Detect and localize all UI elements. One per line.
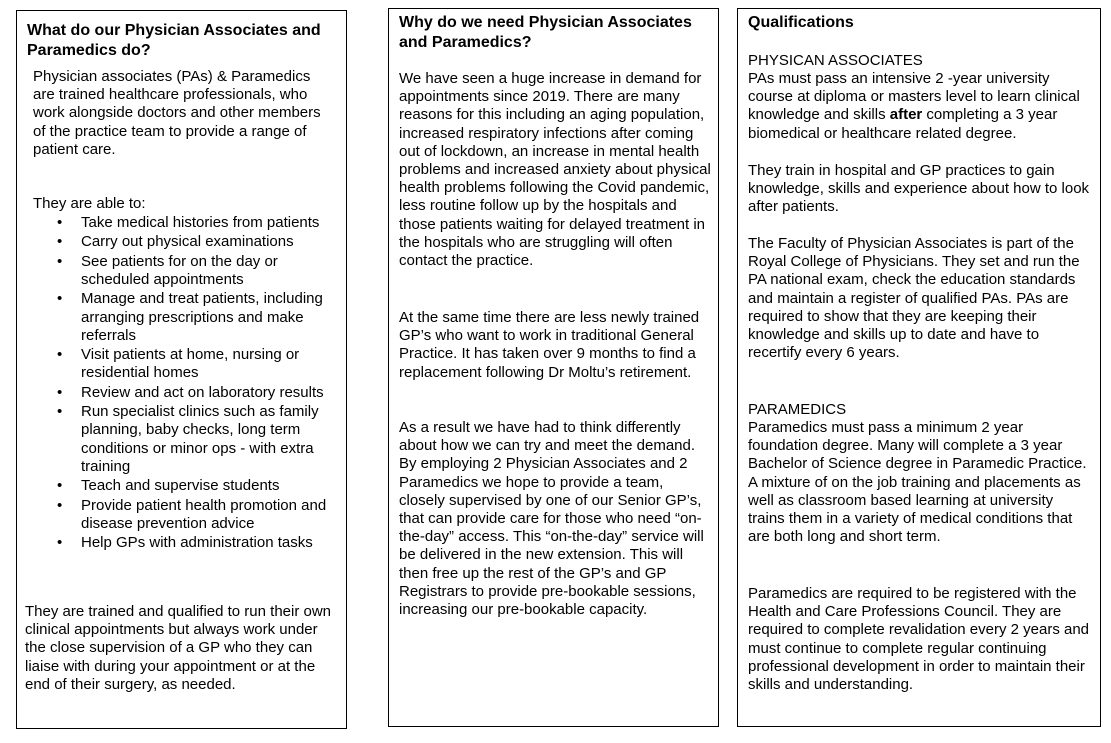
- bullet-icon: •: [57, 496, 63, 514]
- gp-shortage-paragraph: At the same time there are less newly trained GP’s who want to work in traditional General Practice. It has taken over 9 months to find a replacement following Dr Moltu’s retirement.: [399, 309, 700, 381]
- list-item: • Manage and treat patients, including arranging prescriptions and make referrals: [57, 290, 323, 344]
- pa-training-paragraph: They train in hospital and GP practices to gain knowledge, skills and experience about how to look after patients.: [748, 162, 1090, 216]
- list-item: • Review and act on laboratory results: [57, 383, 324, 401]
- solution-paragraph: As a result we have had to think differently about how we can try and meet the demand. By employing 2 Physician Associates and 2 Paramedics we hope to provide a team, closely supervised by one of our Senior GP’s, that can provide care for those who need “on-the-day” access. This “on-the-day” service will be delivered in the new extension. This will then free up the rest of the GP’s and GP Registrars to provide pre-bookable sessions, increasing our pre-bookable capacity.: [399, 419, 704, 619]
- bullet-icon: •: [57, 214, 63, 231]
- list-item: • Help GPs with administration tasks: [57, 534, 313, 552]
- panel-title: What do our Physician Associates and Paramedics do?: [27, 22, 321, 59]
- paramedics-heading: PARAMEDICS: [748, 401, 847, 418]
- bullet-icon: •: [57, 403, 63, 421]
- list-item: • Visit patients at home, nursing or residential homes: [57, 346, 300, 382]
- panel-title: Qualifications: [748, 14, 854, 31]
- list-item: • Take medical histories from patients: [57, 214, 320, 231]
- bullet-icon: •: [57, 383, 63, 401]
- list-item: • See patients for on the day or scheduled appointments: [57, 252, 278, 288]
- able-to-label: They are able to:: [33, 195, 146, 212]
- duties-list: [33, 214, 343, 554]
- paramedics-degree-paragraph: Paramedics must pass a minimum 2 year foundation degree. Many will complete a 3 year Bachelor of Science degree in Paramedic Practice. A mixture of on the job training and placements as well as classroom based learning at university trains them in a variety of medical conditions that are both long and short term.: [748, 419, 1087, 546]
- what-they-do-panel: [16, 10, 347, 729]
- closing-paragraph: They are trained and qualified to run their own clinical appointments but always work under the close supervision of a GP who they can liaise with during your appointment or at the end of their surgery, as needed.: [25, 603, 332, 693]
- bullet-icon: •: [57, 477, 63, 495]
- list-item: • Teach and supervise students: [57, 477, 280, 495]
- qualifications-panel: [737, 8, 1101, 727]
- pa-heading: PHYSICAN ASSOCIATES: [748, 52, 923, 69]
- list-item: • Carry out physical examinations: [57, 233, 294, 251]
- list-item: • Provide patient health promotion and disease prevention advice: [57, 496, 327, 532]
- list-item: • Run specialist clinics such as family planning, baby checks, long term conditions or minor ops - with extra training: [57, 403, 319, 475]
- why-needed-panel: [388, 8, 719, 727]
- pa-course-paragraph: PAs must pass an intensive 2 -year university course at diploma or masters level to learn clinical knowledge and skills after completing a 3 year biomedical or healthcare related degree.: [748, 70, 1080, 142]
- intro-paragraph: Physician associates (PAs) & Paramedics are trained healthcare professionals, who work alongside doctors and other members of the practice team to provide a range of patient care.: [33, 68, 321, 158]
- paramedics-registration-paragraph: Paramedics are required to be registered with the Health and Care Professions Council. They are required to complete revalidation every 2 years and must continue to complete regular continuing professional development in order to maintain their skills and understanding.: [748, 585, 1090, 694]
- bullet-icon: •: [57, 233, 63, 251]
- bullet-icon: •: [57, 534, 63, 552]
- bullet-icon: •: [57, 346, 63, 364]
- bullet-icon: •: [57, 290, 63, 308]
- bullet-icon: •: [57, 252, 63, 270]
- panel-title: Why do we need Physician Associates and Paramedics?: [399, 14, 692, 51]
- emphasis-after: after: [889, 106, 923, 124]
- demand-paragraph: We have seen a huge increase in demand for appointments since 2019. There are many reasons for this including an aging population, increased respiratory infections after coming out of lockdown, an increase in mental health problems and increased anxiety about physical health problems following the Covid pandemic, less routine follow up by the hospitals and those patients waiting for delayed treatment in the hospitals who are struggling will often contact the practice.: [399, 70, 711, 270]
- pa-faculty-paragraph: The Faculty of Physician Associates is part of the Royal College of Physicians. They set and run the PA national exam, check the education standards and maintain a register of qualified PAs. PAs are required to show that they are keeping their knowledge and skills up to date and have to recertify every 6 years.: [748, 235, 1080, 362]
